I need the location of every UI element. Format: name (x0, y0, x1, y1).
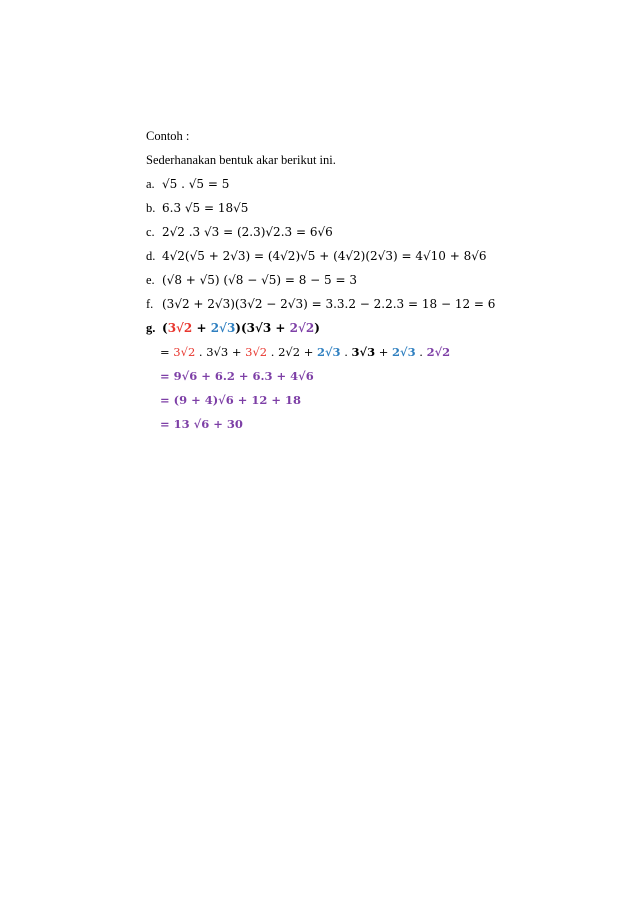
item-expression: √5 . √5 = 5 (162, 177, 230, 191)
item-expression (162, 321, 320, 335)
plus: + (271, 321, 290, 335)
term-3rt2: 3√2 (245, 345, 268, 359)
item-label: c. (146, 225, 155, 239)
step-text: = (160, 345, 174, 359)
term-2rt3: 2√3 (392, 345, 416, 359)
item-expression: (3√2 + 2√3)(3√2 − 2√3) = 3.3.2 − 2.2.3 = 18 − 12 = 6 (162, 297, 496, 311)
item-d (146, 248, 486, 264)
step-text: . (340, 345, 352, 359)
paren: ) (314, 321, 320, 335)
item-label: e. (146, 273, 155, 287)
term-3rt3: 3√3 (351, 345, 376, 359)
term-3rt3: 3√3 (246, 321, 272, 335)
heading: Contoh : (146, 129, 190, 143)
item-label: g. (146, 321, 156, 335)
term-3rt2: 3√2 (167, 321, 193, 335)
plus: + (192, 321, 211, 335)
term-2rt3: 2√3 (210, 321, 236, 335)
step-4: = 13 √6 + 30 (160, 417, 243, 431)
item-label: f. (146, 297, 154, 311)
item-b (146, 200, 248, 216)
paren: )( (235, 321, 247, 335)
intro-text: Sederhanakan bentuk akar berikut ini. (146, 153, 336, 167)
step-3: = (9 + 4)√6 + 12 + 18 (160, 393, 302, 407)
term-3rt2: 3√2 (173, 345, 196, 359)
term-2rt2: 2√2 (426, 345, 451, 359)
item-label: b. (146, 201, 156, 215)
paren: ( (162, 321, 168, 335)
step-text: . 2√2 + (267, 345, 317, 359)
item-a (146, 176, 229, 192)
item-expression: 2√2 .3 √3 = (2.3)√2.3 = 6√6 (162, 225, 333, 239)
item-label: d. (146, 249, 156, 263)
term-2rt2: 2√2 (289, 321, 315, 335)
item-expression: (√8 + √5) (√8 − √5) = 8 − 5 = 3 (162, 273, 357, 287)
item-label: a. (146, 177, 155, 191)
term-2rt3: 2√3 (316, 345, 341, 359)
item-c (146, 224, 333, 240)
step-1 (160, 344, 450, 360)
step-text: . 3√3 + (195, 345, 246, 359)
item-e (146, 272, 357, 288)
item-expression: 4√2(√5 + 2√3) = (4√2)√5 + (4√2)(2√3) = 4√10 + 8√6 (162, 249, 487, 263)
item-g (146, 320, 320, 336)
step-text: + (375, 345, 393, 359)
step-2: = 9√6 + 6.2 + 6.3 + 4√6 (160, 369, 314, 383)
item-f (146, 296, 495, 312)
step-text: . (415, 345, 427, 359)
item-expression: 6.3 √5 = 18√5 (162, 201, 249, 215)
